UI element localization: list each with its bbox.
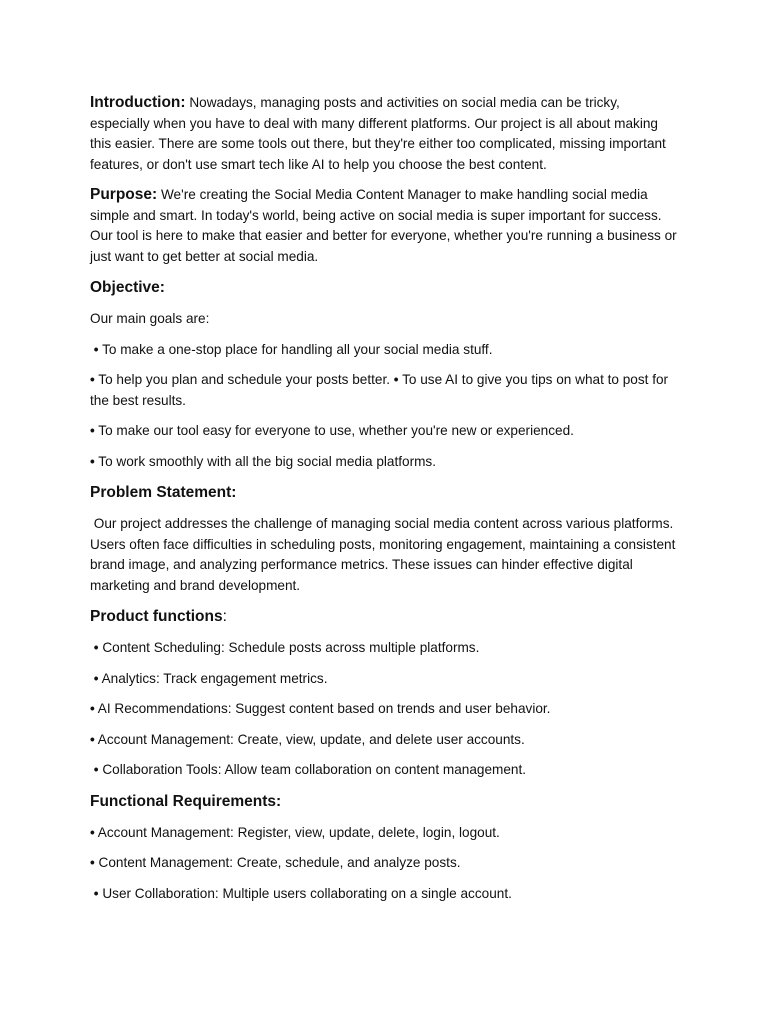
bullet-icon: • (93, 885, 99, 901)
function-bullet-2: • Analytics: Track engagement metrics. (93, 670, 328, 686)
function-bullet-3: • AI Recommendations: Suggest content based on trends and user behavior. (90, 701, 551, 716)
bullet-icon: • (93, 341, 99, 357)
purpose-label: Purpose: (90, 186, 158, 203)
bullet-icon: • (90, 423, 95, 438)
requirement-bullet-1: • Account Management: Register, view, update, delete, login, logout. (90, 824, 500, 840)
requirement-bullet-2: • Content Management: Create, schedule, and analyze posts. (90, 855, 461, 870)
bullet-icon: • (90, 731, 95, 747)
bullet-icon: • (90, 855, 95, 870)
bullet-icon: • (393, 372, 399, 387)
bullet-icon: • (93, 670, 99, 686)
objective-bullet-3: • To make our tool easy for everyone to use, whether you're new or experienced. (90, 423, 574, 438)
problem-statement-text: Our project addresses the challenge of managing social media content across various platforms. Users often face difficulties in scheduling posts, monitoring engagement, maintaining a consistent brand image, and analyzing performance metrics. These issues can hinder effective digital marketing and brand development. (90, 516, 676, 593)
objective-bullet-2: • To help you plan and schedule your posts better. • To use AI to give you tips on what to post for the best results. (90, 372, 669, 408)
purpose-paragraph (90, 185, 680, 267)
bullet-icon: • (93, 762, 99, 777)
bullet-icon: • (93, 640, 99, 655)
introduction-paragraph (90, 93, 680, 175)
objective-bullet-4: • To work smoothly with all the big social media platforms. (90, 453, 437, 469)
purpose-text: We're creating the Social Media Content Manager to make handling social media simple and smart. In today's world, being active on social media is super important for success. Our tool is here to make that easier and better for everyone, whether you're running a business or just want to get better at social media. (90, 187, 677, 264)
bullet-icon: • (90, 701, 95, 716)
requirement-bullet-3: • User Collaboration: Multiple users collaborating on a single account. (93, 885, 512, 901)
bullet-icon: • (90, 824, 95, 840)
functional-requirements-heading: Functional Requirements: (90, 792, 282, 810)
function-bullet-1: • Content Scheduling: Schedule posts across multiple platforms. (93, 640, 480, 655)
function-bullet-5: • Collaboration Tools: Allow team collaboration on content management. (93, 762, 527, 777)
problem-statement-heading: Problem Statement: (90, 484, 237, 501)
objective-bullet-1: • To make a one-stop place for handling all your social media stuff. (93, 341, 493, 357)
introduction-text: Nowadays, managing posts and activities on social media can be tricky, especially when you have to deal with many different platforms. Our project is all about making this easier. There are some tools out there, but they're either too complicated, missing important features, or don't use smart tech like AI to help you choose the best content. (90, 95, 666, 172)
function-bullet-4: • Account Management: Create, view, update, and delete user accounts. (90, 731, 525, 747)
product-functions-heading: Product functions: (90, 608, 227, 625)
bullet-icon: • (90, 453, 95, 469)
introduction-label: Introduction: (90, 94, 186, 111)
bullet-icon: • (90, 372, 95, 387)
objective-heading: Objective: (90, 279, 165, 296)
objective-intro: Our main goals are: (90, 311, 210, 326)
